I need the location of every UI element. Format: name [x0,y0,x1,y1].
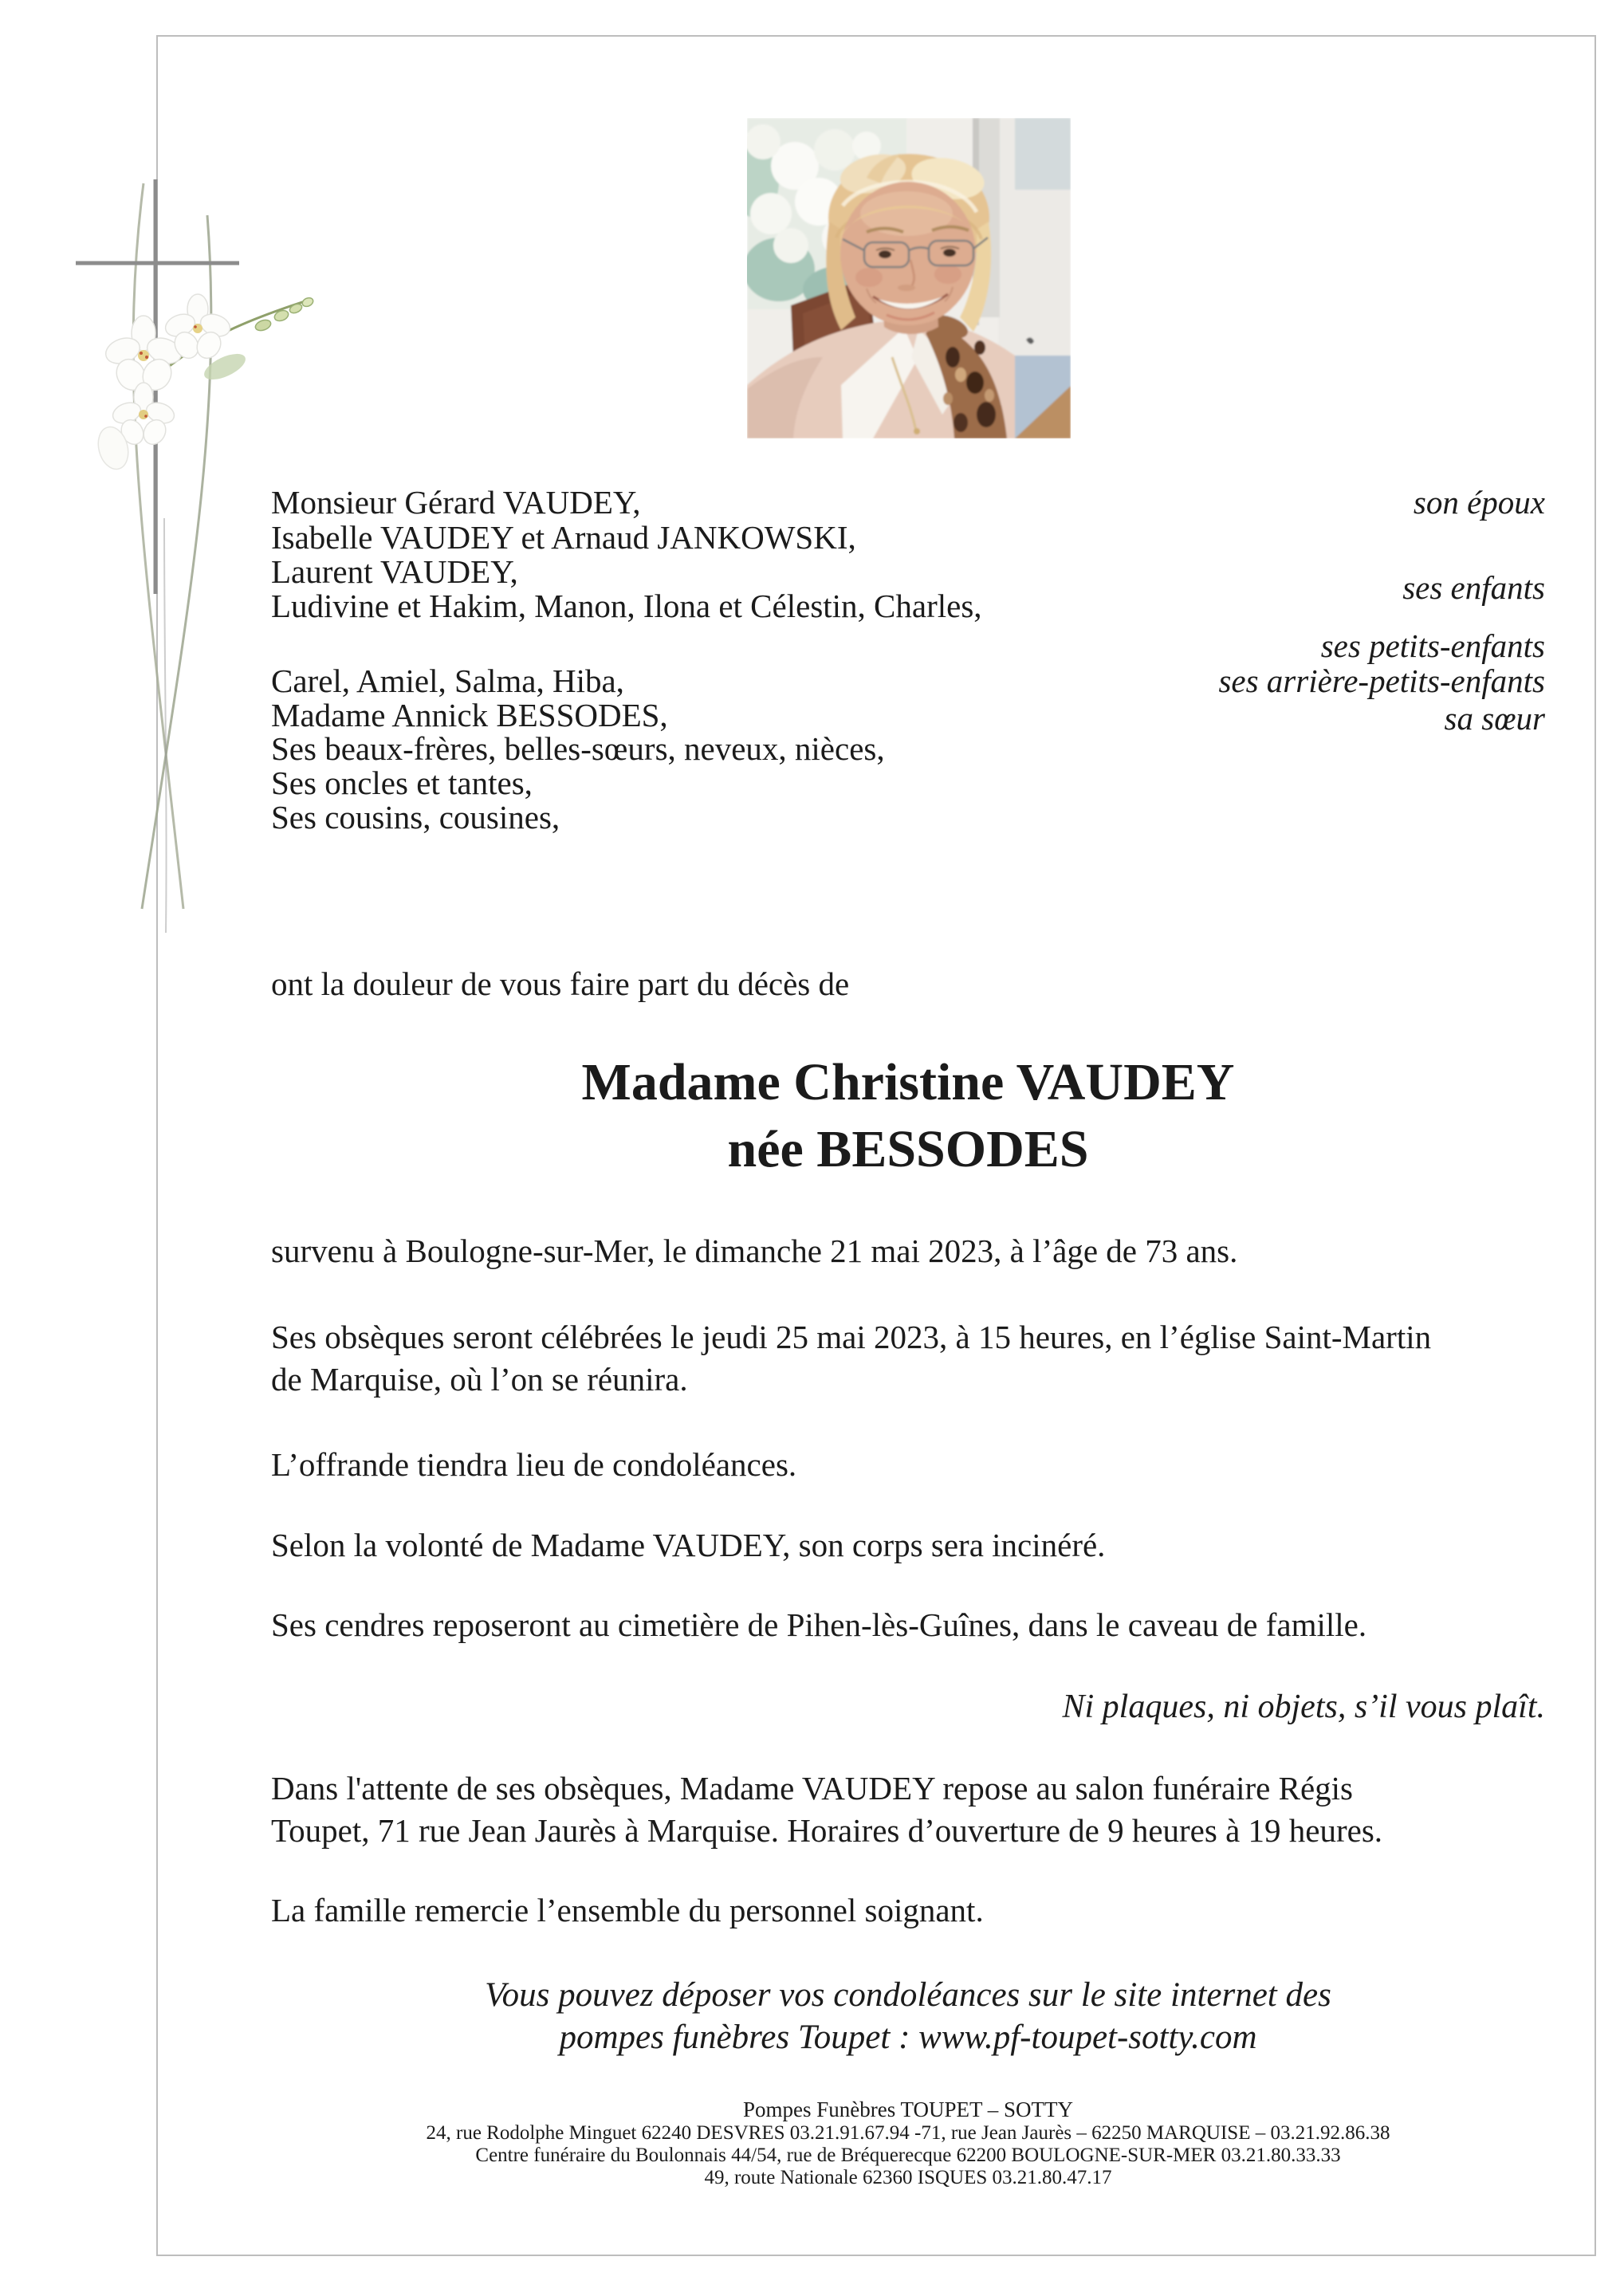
family-line: Monsieur Gérard VAUDEY, [271,484,641,521]
relation-label-spouse: son époux [1413,484,1545,521]
relation-label-sister: sa sœur [1444,700,1545,737]
no-plaques-note: Ni plaques, ni objets, s’il vous plaît. [1062,1689,1545,1725]
family-line: Laurent VAUDEY, [271,553,518,590]
funeral-line-1: Ses obsèques seront célébrées le jeudi 25 mai 2023, à 15 heures, en l’église Saint-Martin [271,1319,1432,1355]
funeral-home-address-3: 49, route Nationale 62360 ISQUES 03.21.80.47.17 [704,2167,1112,2188]
family-line: Ses cousins, cousines, [271,799,560,835]
relation-label-grandchildren: ses petits-enfants [1320,627,1545,664]
family-line: Carel, Amiel, Salma, Hiba, [271,662,624,699]
family-line: Ludivine et Hakim, Manon, Ilona et Célestin, Charles, [271,588,982,624]
family-line: Madame Annick BESSODES, [271,697,668,733]
ashes-line: Ses cendres reposeront au cimetière de Pihen-lès-Guînes, dans le caveau de famille. [271,1606,1367,1643]
deceased-name: Madame Christine VAUDEY [581,1053,1235,1111]
family-line: Ses oncles et tantes, [271,765,533,801]
condolences-website-line: pompes funèbres Toupet : www.pf-toupet-sotty.com [559,2019,1257,2056]
maiden-name: née BESSODES [727,1120,1089,1178]
family-line: Ses beaux-frères, belles-sœurs, neveux, nièces, [271,730,885,767]
relation-label-great-grandchildren: ses arrière-petits-enfants [1218,662,1545,699]
announcement-intro: ont la douleur de vous faire part du décès de [271,965,850,1002]
funeral-home-address-1: 24, rue Rodolphe Minguet 62240 DESVRES 03.21.91.67.94 -71, rue Jean Jaurès – 62250 MARQUISE – 03.21.92.86.38 [426,2122,1390,2144]
offering-line: L’offrande tiendra lieu de condoléances. [271,1446,797,1483]
relation-label-children: ses enfants [1402,569,1545,606]
thanks-line: La famille remercie l’ensemble du personnel soignant. [271,1892,984,1928]
portrait-photo [747,118,1071,438]
repose-line-2: Toupet, 71 rue Jean Jaurès à Marquise. Horaires d’ouverture de 9 heures à 19 heures. [271,1812,1383,1849]
funeral-home-name: Pompes Funèbres TOUPET – SOTTY [742,2097,1074,2121]
condolences-line-1: Vous pouvez déposer vos condoléances sur le site internet des [485,1976,1331,2014]
funeral-line-2: de Marquise, où l’on se réunira. [271,1361,688,1398]
cremation-line: Selon la volonté de Madame VAUDEY, son corps sera incinéré. [271,1527,1106,1563]
repose-line-1: Dans l'attente de ses obsèques, Madame VAUDEY repose au salon funéraire Régis [271,1770,1353,1807]
funeral-home-address-2: Centre funéraire du Boulonnais 44/54, rue de Bréquerecque 62200 BOULOGNE-SUR-MER 03.21.80.33.33 [475,2145,1341,2166]
family-line: Isabelle VAUDEY et Arnaud JANKOWSKI, [271,519,856,556]
death-date-line: survenu à Boulogne-sur-Mer, le dimanche 21 mai 2023, à l’âge de 73 ans. [271,1233,1238,1269]
